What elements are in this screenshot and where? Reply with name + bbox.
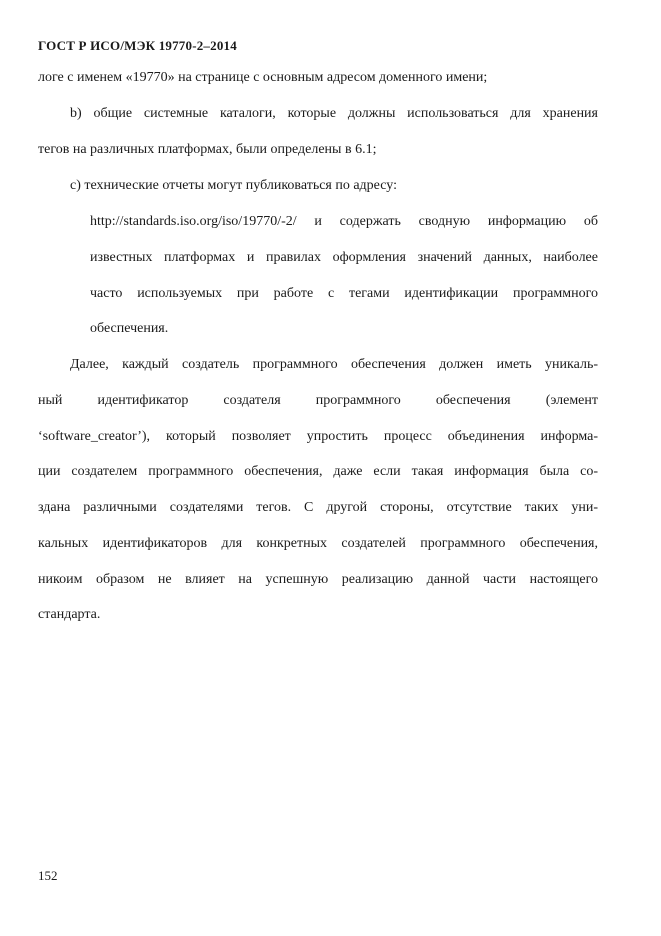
document-header: ГОСТ Р ИСО/МЭК 19770-2–2014 (38, 38, 237, 53)
paragraph-line: ции создателем программного обеспечения, даже если такая информация была со- (38, 464, 598, 479)
list-item-c: c) технические отчеты могут публиковаться по адресу: (70, 178, 397, 193)
text-line: часто используемых при работе с тегами идентификации программного (90, 286, 598, 301)
text-line: тегов на различных платформах, были определены в 6.1; (38, 142, 377, 157)
page-number: 152 (38, 868, 58, 883)
paragraph-line: Далее, каждый создатель программного обеспечения должен иметь уникаль- (70, 357, 598, 372)
paragraph-line: ный идентификатор создателя программного обеспечения (элемент (38, 393, 598, 408)
list-item-b: b) общие системные каталоги, которые должны использоваться для хранения (70, 106, 598, 121)
paragraph-line: кальных идентификаторов для конкретных создателей программного обеспечения, (38, 536, 598, 551)
text-line: известных платформах и правилах оформления значений данных, наиболее (90, 250, 598, 265)
paragraph-line: ‘software_creator’), который позволяет упростить процесс объединения информа- (38, 429, 598, 444)
paragraph-line: здана различными создателями тегов. С другой стороны, отсутствие таких уни- (38, 500, 598, 515)
text-line: http://standards.iso.org/iso/19770/-2/ и содержать сводную информацию об (90, 214, 598, 229)
text-line: обеспечения. (90, 321, 169, 336)
paragraph-line: никоим образом не влияет на успешную реализацию данной части настоящего (38, 572, 598, 587)
paragraph-line: стандарта. (38, 607, 101, 622)
text-line: логе с именем «19770» на странице с основным адресом доменного имени; (38, 70, 488, 85)
